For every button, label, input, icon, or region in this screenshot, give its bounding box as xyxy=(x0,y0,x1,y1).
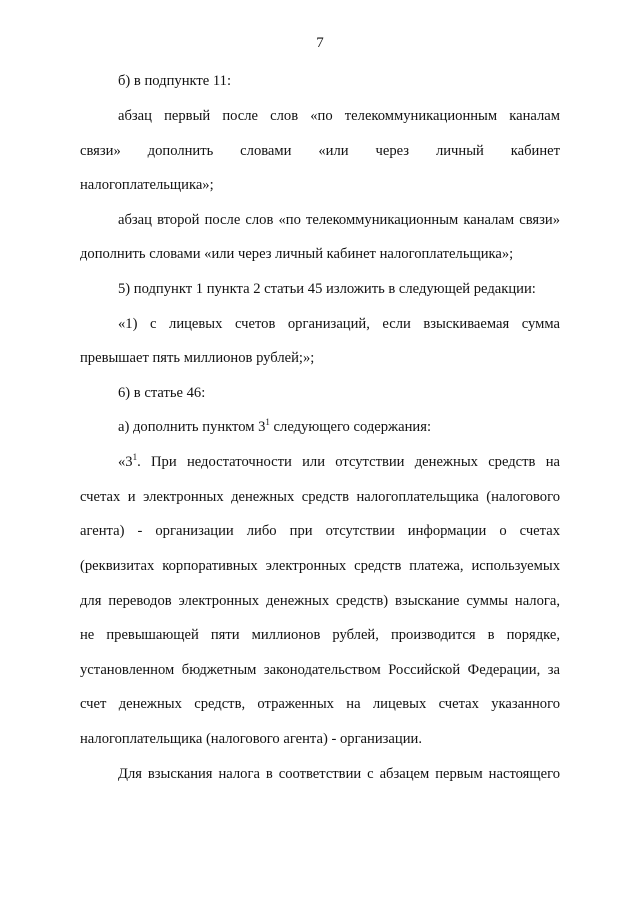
text-line: счетах и электронных денежных средств налогоплательщика (налогового xyxy=(80,489,560,505)
text-line: агента) - организации либо при отсутствии информации о счетах xyxy=(80,523,560,539)
text-line xyxy=(118,453,560,471)
text-line: 6) в статье 46: xyxy=(118,385,206,401)
text-segment: следующего содержания: xyxy=(269,419,432,435)
page-number: 7 xyxy=(316,35,324,51)
text-line: б) в подпункте 11: xyxy=(118,73,232,89)
text-line: Для взыскания налога в соответствии с абзацем первым настоящего xyxy=(118,766,560,782)
text-line: 5) подпункт 1 пункта 2 статьи 45 изложить в следующей редакции: xyxy=(118,281,536,297)
text-line xyxy=(118,418,431,436)
text-line: абзац второй после слов «по телекоммуникационным каналам связи» xyxy=(118,212,560,228)
text-line: установленном бюджетным законодательством Российской Федерации, за xyxy=(80,662,560,678)
text-line: налогоплательщика»; xyxy=(80,177,214,193)
text-line: не превышающей пяти миллионов рублей, производится в порядке, xyxy=(80,627,560,643)
text-line: абзац первый после слов «по телекоммуникационным каналам xyxy=(118,108,560,124)
superscript: 1 xyxy=(265,417,270,427)
text-line: счет денежных средств, отраженных на лицевых счетах указанного xyxy=(80,696,560,712)
text-line: «1) с лицевых счетов организаций, если взыскиваемая сумма xyxy=(118,316,560,332)
text-segment: «3 xyxy=(118,454,133,470)
text-line: связи» дополнить словами «или через личный кабинет xyxy=(80,143,560,159)
text-segment: а) дополнить пунктом 3 xyxy=(118,419,266,435)
text-line: превышает пять миллионов рублей;»; xyxy=(80,350,315,366)
text-line: налогоплательщика (налогового агента) - организации. xyxy=(80,731,422,747)
text-line: для переводов электронных денежных средств) взыскание суммы налога, xyxy=(80,593,560,609)
text-segment: . При недостаточности или отсутствии денежных средств на xyxy=(137,454,560,470)
superscript: 1 xyxy=(132,452,138,462)
text-line: (реквизитах корпоративных электронных средств платежа, используемых xyxy=(80,558,560,574)
text-line: дополнить словами «или через личный кабинет налогоплательщика»; xyxy=(80,246,514,262)
